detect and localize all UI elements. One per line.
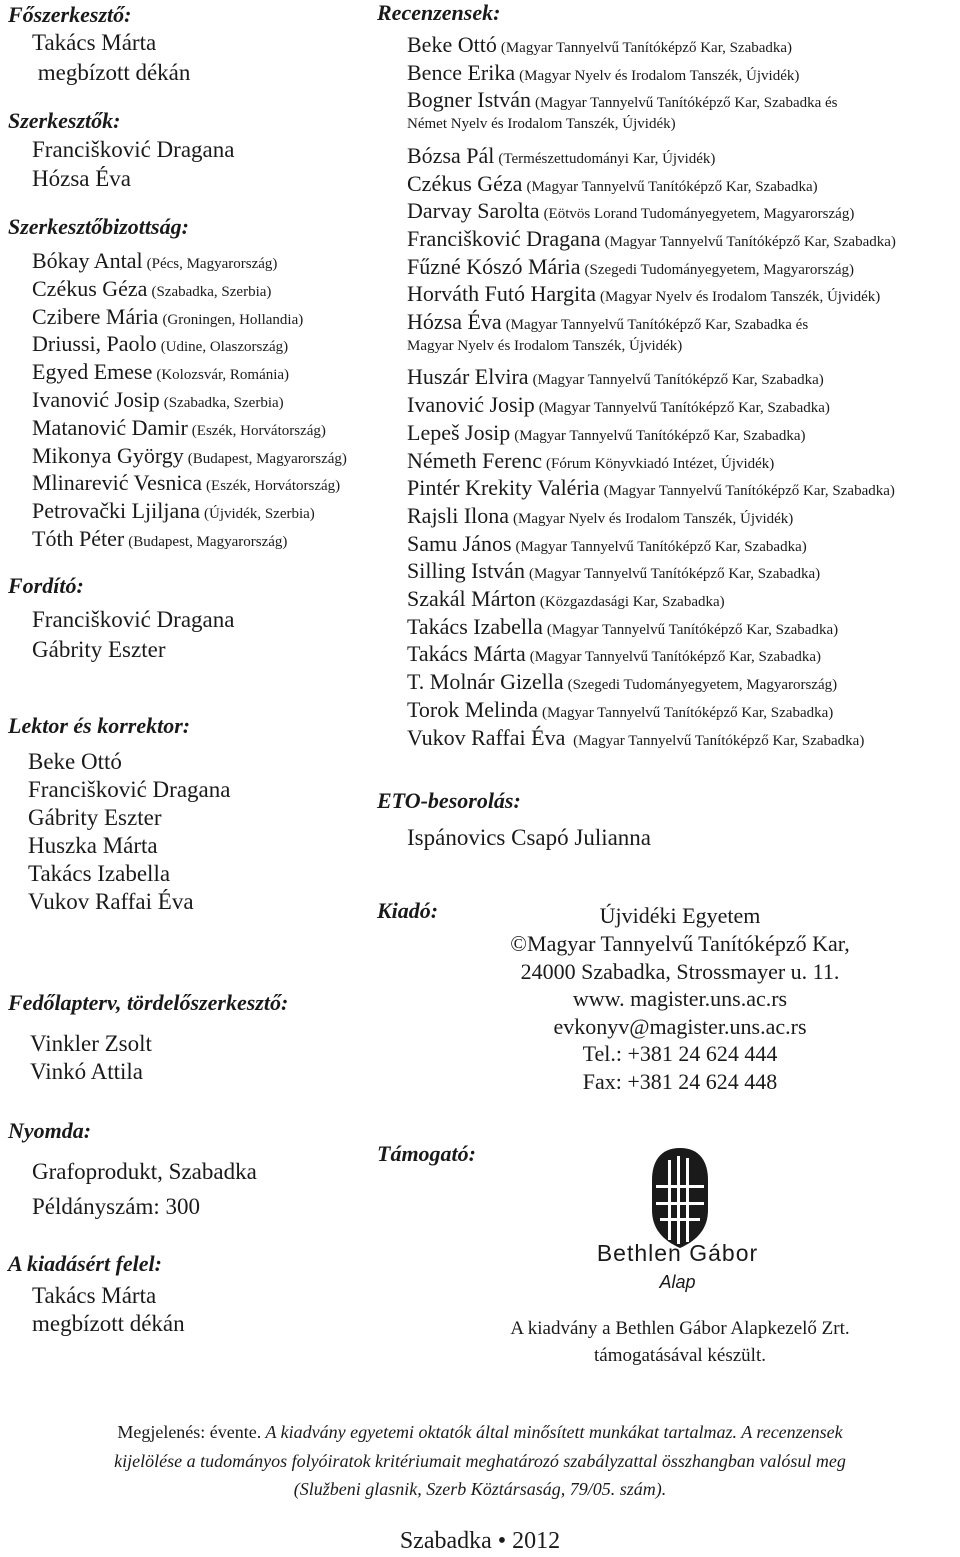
proofreader-name: Francišković Dragana [28,777,231,802]
reviewer-affiliation: (Magyar Tannyelvű Tanítóképző Kar, Szabadka) [542,704,834,721]
publisher-line: ©Magyar Tannyelvű Tanítóképző Kar, [510,931,850,956]
reviewer-row [407,198,854,224]
reviewer-name: T. Molnár Gizella [407,669,564,695]
reviewer-row [407,725,864,751]
reviewer-row [407,281,880,307]
board-member-affiliation: (Szabadka, Szerbia) [163,395,284,411]
board-member-affiliation: (Budapest, Magyarország) [128,534,288,550]
reviewer-row [407,337,682,355]
board-member-row [32,470,340,496]
reviewer-row [407,60,799,86]
board-member-affiliation: (Udine, Olaszország) [160,339,289,356]
board-member-name: Tóth Péter [32,526,125,551]
reviewer-name: Rajsli Ilona [407,502,510,528]
proofreaders-heading: Lektor és korrektor: [8,713,191,738]
board-member-name: Mikonya György [32,442,184,468]
editors-heading: Szerkesztők: [8,108,121,133]
board-member-row [32,387,284,413]
reviewer-name: Fűzné Kószó Mária [407,253,581,279]
publisher-address: 24000 Szabadka, Strossmayer u. 11. [520,959,840,984]
publisher-line: Újvidéki Egyetem [599,903,761,928]
reviewer-row [407,586,725,612]
reviewer-affiliation: Német Nyelv és Irodalom Tanszék, Újvidék) [407,116,676,133]
footer-text: A kiadvány egyetemi oktatók által minősített munkákat tartalmaz. A recenzensek [261,1422,843,1442]
publisher-email: evkonyv@magister.uns.ac.rs [553,1014,807,1039]
reviewer-name: Francišković Dragana [407,225,601,251]
sponsor-note: támogatásával készült. [594,1345,766,1366]
responsible-name: Takács Márta [32,1283,157,1308]
reviewer-name: Huszár Elvira [407,364,529,390]
responsible-heading: A kiadásért felel: [8,1251,162,1276]
reviewer-affiliation: (Magyar Tannyelvű Tanítóképző Kar, Szabadka) [500,40,793,56]
reviewer-affiliation: (Magyar Tannyelvű Tanítóképző Kar, Szabadka) [515,538,807,555]
board-member-affiliation: (Pécs, Magyarország) [146,256,278,272]
publisher-fax: Fax: +381 24 624 448 [582,1069,778,1094]
reviewer-row [407,364,824,390]
board-member-affiliation: (Budapest, Magyarország) [187,450,347,467]
reviewer-affiliation: (Magyar Tannyelvű Tanítóképző Kar, Szabadka) [529,649,822,666]
translator-heading: Fordító: [8,573,84,598]
proofreader-name: Gábrity Eszter [28,805,162,830]
sponsor-note: A kiadvány a Bethlen Gábor Alapkezelő Zrt. [510,1318,850,1339]
responsible-role: megbízott dékán [32,1311,185,1336]
board-member-name: Bókay Antal [32,248,143,273]
reviewer-name: Szakál Márton [407,586,536,611]
board-member-row [32,276,271,302]
reviewer-affiliation: (Magyar Tannyelvű Tanítóképző Kar, Szabadka) [569,732,865,749]
board-member-affiliation: (Eszék, Horvátország) [206,478,341,495]
reviewer-row [407,531,807,557]
sponsor-heading: Támogató: [377,1141,476,1166]
reviewer-affiliation: (Magyar Nyelv és Irodalom Tanszék, Újvidék) [513,510,794,527]
board-member-row [32,443,347,469]
place-and-year: Szabadka • 2012 [399,1528,561,1554]
reviewer-row [407,558,820,584]
board-member-affiliation: (Eszék, Horvátország) [191,422,326,439]
designer-name: Vinkler Zsolt [30,1031,152,1056]
reviewer-row [407,32,792,58]
proofreader-name: Beke Ottó [28,749,122,774]
reviewer-row [407,641,821,667]
reviewer-affiliation: (Magyar Tannyelvű Tanítóképző Kar, Szabadka és [505,317,809,333]
reviewer-affiliation: (Szegedi Tudományegyetem, Magyarország) [584,261,855,278]
reviewer-affiliation: (Magyar Nyelv és Irodalom Tanszék, Újvidék) [600,289,881,306]
publisher-website: www. magister.uns.ac.rs [572,986,788,1011]
board-member-row [32,526,287,552]
reviewer-affiliation: (Magyar Tannyelvű Tanítóképző Kar, Szabadka) [514,427,806,444]
reviewer-row [407,669,837,695]
reviewer-affiliation: (Magyar Tannyelvű Tanítóképző Kar, Szabadka) [604,233,896,250]
editor-name: Francišković Dragana [32,137,235,162]
reviewer-row [407,392,830,418]
proofreader-name: Vukov Raffai Éva [28,889,194,914]
reviewer-name: Hózsa Éva [407,309,502,334]
reviewers-heading: Recenzensek: [377,0,501,25]
publication-frequency: Megjelenés: évente. [117,1422,262,1442]
footer-line-3: (Službeni glasnik, Szerb Köztársaság, 79/05. szám). [293,1479,667,1499]
reviewer-affiliation: (Magyar Tannyelvű Tanítóképző Kar, Szabadka) [532,372,824,389]
reviewer-row [407,115,676,133]
reviewer-row [407,254,854,280]
board-member-name: Mlinarević Vesnica [32,470,203,496]
udc-name: Ispánovics Csapó Julianna [407,825,652,850]
print-heading: Nyomda: [8,1118,92,1143]
reviewer-affiliation: (Eötvös Lorand Tudományegyetem, Magyarország) [543,206,855,223]
sponsor-logo-text: Bethlen Gábor [596,1240,759,1266]
reviewer-name: Takács Izabella [407,613,543,639]
board-member-row [32,415,326,441]
reviewer-affiliation: (Magyar Nyelv és Irodalom Tanszék, Újvidék) [519,67,800,84]
reviewer-name: Bózsa Pál [407,142,495,168]
reviewer-name: Ivanović Josip [407,392,535,418]
designer-name: Vinkó Attila [30,1059,143,1084]
translator-name: Francišković Dragana [32,607,235,632]
board-member-name: Czibere Mária [32,303,159,329]
reviewer-affiliation: (Szegedi Tudományegyetem, Magyarország) [567,677,838,694]
reviewer-row [407,143,715,169]
reviewer-name: Németh Ferenc [407,447,542,473]
reviewer-name: Silling István [407,558,525,584]
editor-in-chief-role: megbízott dékán [32,60,191,85]
reviewer-affiliation: (Fórum Könyvkiadó Intézet, Újvidék) [546,455,775,472]
reviewer-name: Darvay Sarolta [407,198,540,224]
reviewer-name: Horváth Futó Hargita [407,281,597,307]
board-member-row [32,498,315,524]
board-member-affiliation: (Szabadka, Szerbia) [151,283,272,300]
copies-count: Példányszám: 300 [32,1194,200,1219]
editor-name: Hózsa Éva [32,166,131,191]
reviewer-affiliation: (Magyar Tannyelvű Tanítóképző Kar, Szabadka) [528,566,821,583]
board-member-affiliation: (Kolozsvár, Románia) [156,367,290,384]
proofreader-name: Takács Izabella [28,861,171,886]
board-member-row [32,359,289,385]
reviewer-affiliation: Magyar Nyelv és Irodalom Tanszék, Újvidék) [407,337,683,354]
printer-name: Grafoprodukt, Szabadka [32,1159,257,1184]
reviewer-name: Czékus Géza [407,170,523,196]
reviewer-name: Torok Melinda [407,696,539,722]
reviewer-row [407,614,838,640]
footer-line-1 [0,1422,960,1443]
reviewer-row [407,87,838,113]
reviewer-name: Samu János [407,530,512,556]
reviewer-affiliation: (Magyar Tannyelvű Tanítóképző Kar, Szabadka) [603,483,895,500]
reviewer-name: Vukov Raffai Éva [407,724,566,750]
reviewer-row [407,697,833,723]
publisher-phone: Tel.: +381 24 624 444 [582,1041,778,1066]
reviewer-name: Takács Márta [407,641,526,667]
reviewer-row [407,503,793,529]
board-member-name: Driussi, Paolo [32,331,157,357]
udc-heading: ETO-besorolás: [377,788,521,813]
reviewer-affiliation: (Magyar Tannyelvű Tanítóképző Kar, Szabadka) [538,400,830,417]
reviewer-affiliation: (Magyar Tannyelvű Tanítóképző Kar, Szabadka) [546,621,839,638]
board-member-affiliation: (Újvidék, Szerbia) [204,506,315,523]
board-member-name: Egyed Emese [32,359,153,385]
design-heading: Fedőlapterv, tördelőszerkesztő: [8,990,289,1015]
reviewer-affiliation: (Közgazdasági Kar, Szabadka) [539,594,725,610]
board-member-row [32,331,288,357]
proofreader-name: Huszka Márta [28,833,158,858]
reviewer-row [407,475,895,501]
board-member-affiliation: (Groningen, Hollandia) [162,311,304,328]
footer-line-2: kijelölése a tudományos folyóiratok kritériumait meghatározó szabályzattal összhangban valósul meg [114,1451,846,1471]
reviewer-affiliation: (Természettudományi Kar, Újvidék) [498,150,716,167]
board-member-name: Czékus Géza [32,275,148,301]
board-member-name: Ivanović Josip [32,387,160,412]
publisher-heading: Kiadó: [377,898,439,923]
reviewer-row [407,226,896,252]
sponsor-logo-sub: Alap [659,1272,696,1292]
editor-in-chief-name: Takács Márta [32,30,157,55]
board-member-name: Matanović Damir [32,414,188,440]
translator-name: Gábrity Eszter [32,637,166,662]
reviewer-name: Pintér Krekity Valéria [407,475,600,501]
editor-in-chief-heading: Főszerkesztő: [8,2,132,27]
reviewer-row [407,171,818,197]
reviewer-name: Beke Ottó [407,32,497,57]
reviewer-row [407,309,808,335]
reviewer-row [407,448,774,474]
reviewer-row [407,420,806,446]
reviewer-name: Bence Erika [407,59,516,85]
board-member-name: Petrovački Ljiljana [32,498,200,524]
board-member-row [32,248,277,274]
reviewer-affiliation: (Magyar Tannyelvű Tanítóképző Kar, Szabadka és [535,95,838,112]
reviewer-name: Lepeš Josip [407,419,511,445]
board-heading: Szerkesztőbizottság: [8,214,189,239]
board-member-row [32,304,303,330]
reviewer-name: Bogner István [407,87,532,113]
reviewer-affiliation: (Magyar Tannyelvű Tanítóképző Kar, Szabadka) [526,178,818,195]
